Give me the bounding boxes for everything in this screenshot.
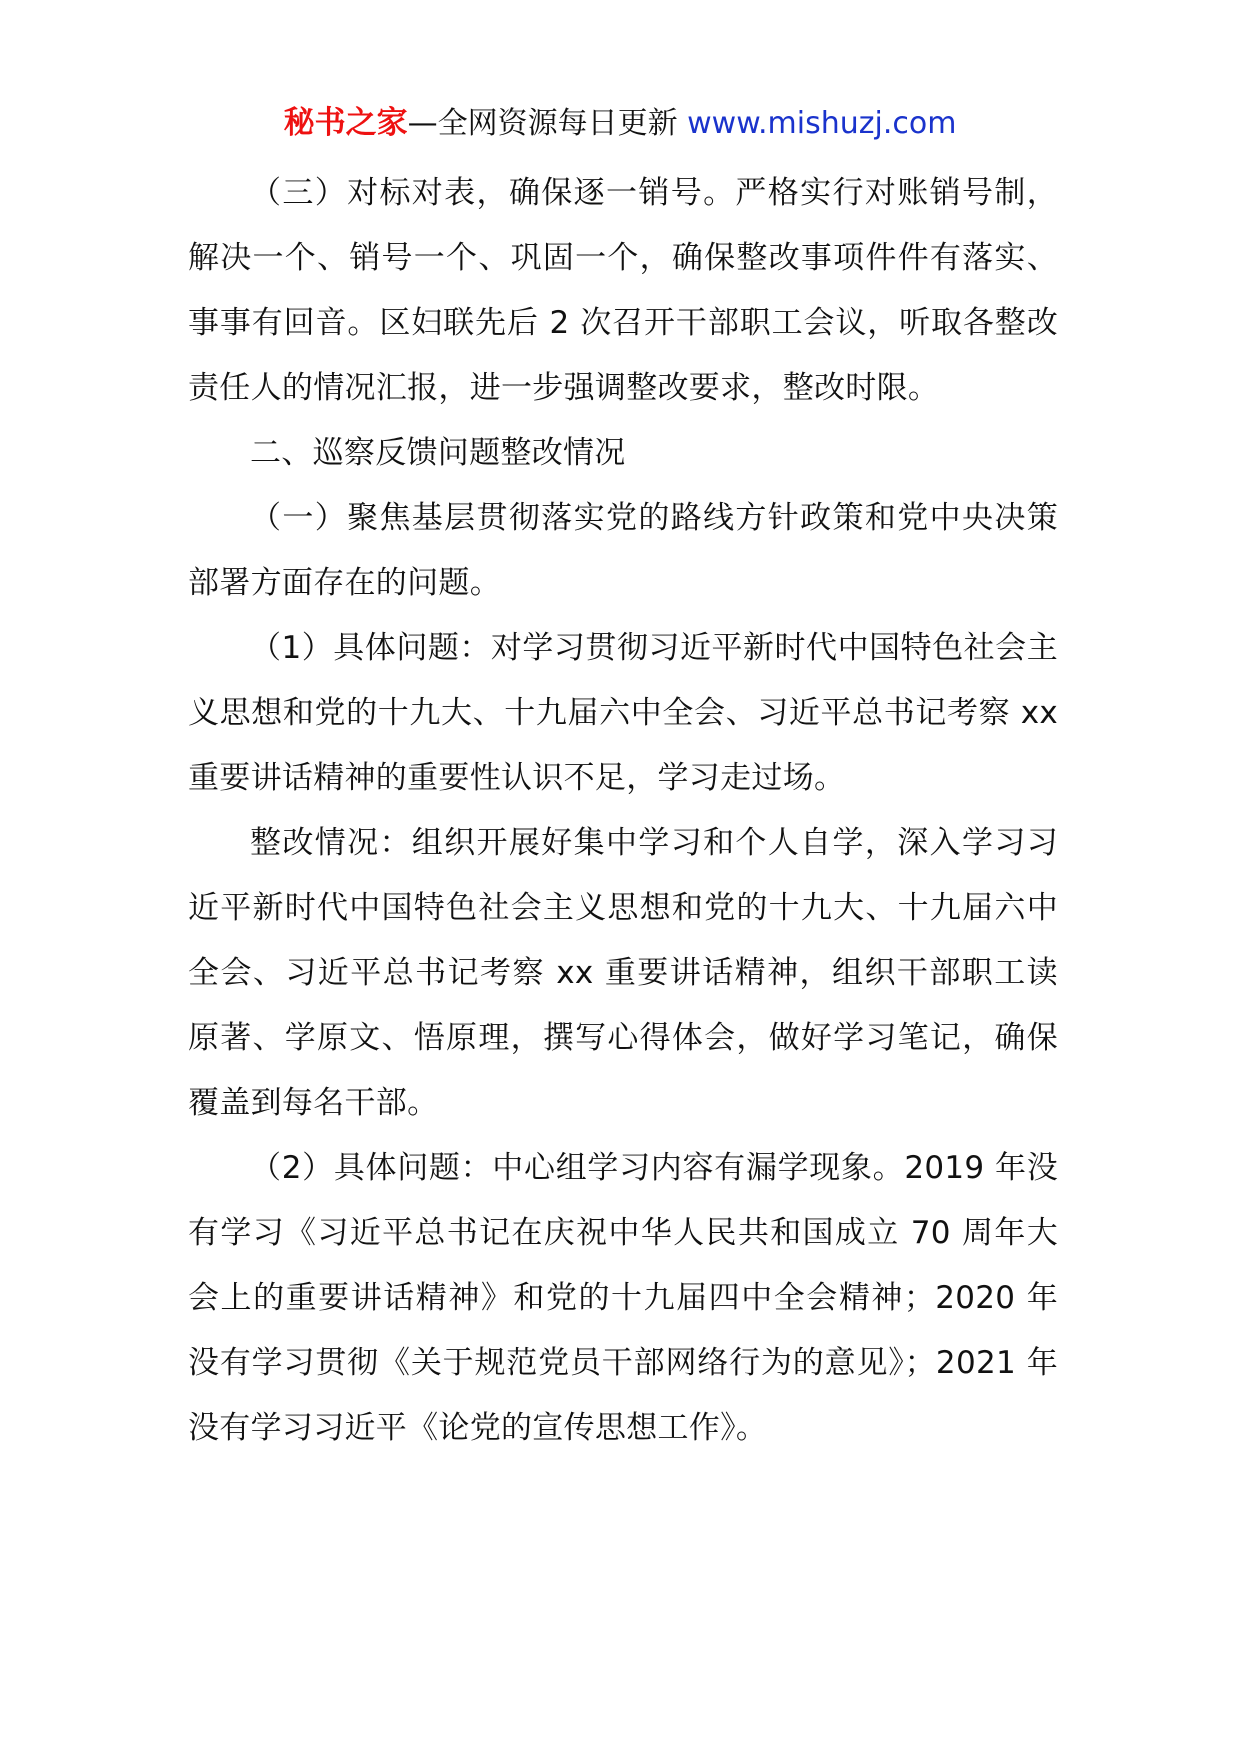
- section-heading-inspection-feedback: 二、巡察反馈问题整改情况: [250, 435, 626, 471]
- brand-name: 秘书之家: [283, 105, 408, 141]
- paragraph-issue-2: （2）具体问题：中心组学习内容有漏学现象。2019 年没有学习《习近平总书记在庆祝中华人民共和国成立 70 周年大会上的重要讲话精神》和党的十九届四中全会精神；2020 年没有学习贯彻《关于规范党员干部网络行为的意见》；2021 年没有学习习近平《论党的宣传思想工作》。: [188, 1150, 1058, 1446]
- document-body: [188, 161, 1058, 1461]
- site-url-link[interactable]: www.mishuzj.com: [687, 106, 957, 141]
- paragraph-issue-1: （1）具体问题：对学习贯彻习近平新时代中国特色社会主义思想和党的十九大、十九届六中全会、习近平总书记考察 xx 重要讲话精神的重要性认识不足，学习走过场。: [188, 630, 1058, 796]
- paragraph-rectification-verification: （三）对标对表，确保逐一销号。严格实行对账销号制，解决一个、销号一个、巩固一个，确保整改事项件件有落实、事事有回音。区妇联先后 2 次召开干部职工会议，听取各整改责任人的情况汇报，进一步强调整改要求，整改时限。: [188, 175, 1058, 406]
- page-header: [0, 98, 1240, 149]
- paragraph-rectification-status: 整改情况：组织开展好集中学习和个人自学，深入学习习近平新时代中国特色社会主义思想和党的十九大、十九届六中全会、习近平总书记考察 xx 重要讲话精神，组织干部职工读原著、学原文、悟原理，撰写心得体会，做好学习笔记，确保覆盖到每名干部。: [188, 825, 1058, 1121]
- header-tagline: —全网资源每日更新: [407, 106, 678, 141]
- subsection-heading-policy-implementation: （一）聚焦基层贯彻落实党的路线方针政策和党中央决策部署方面存在的问题。: [188, 500, 1058, 601]
